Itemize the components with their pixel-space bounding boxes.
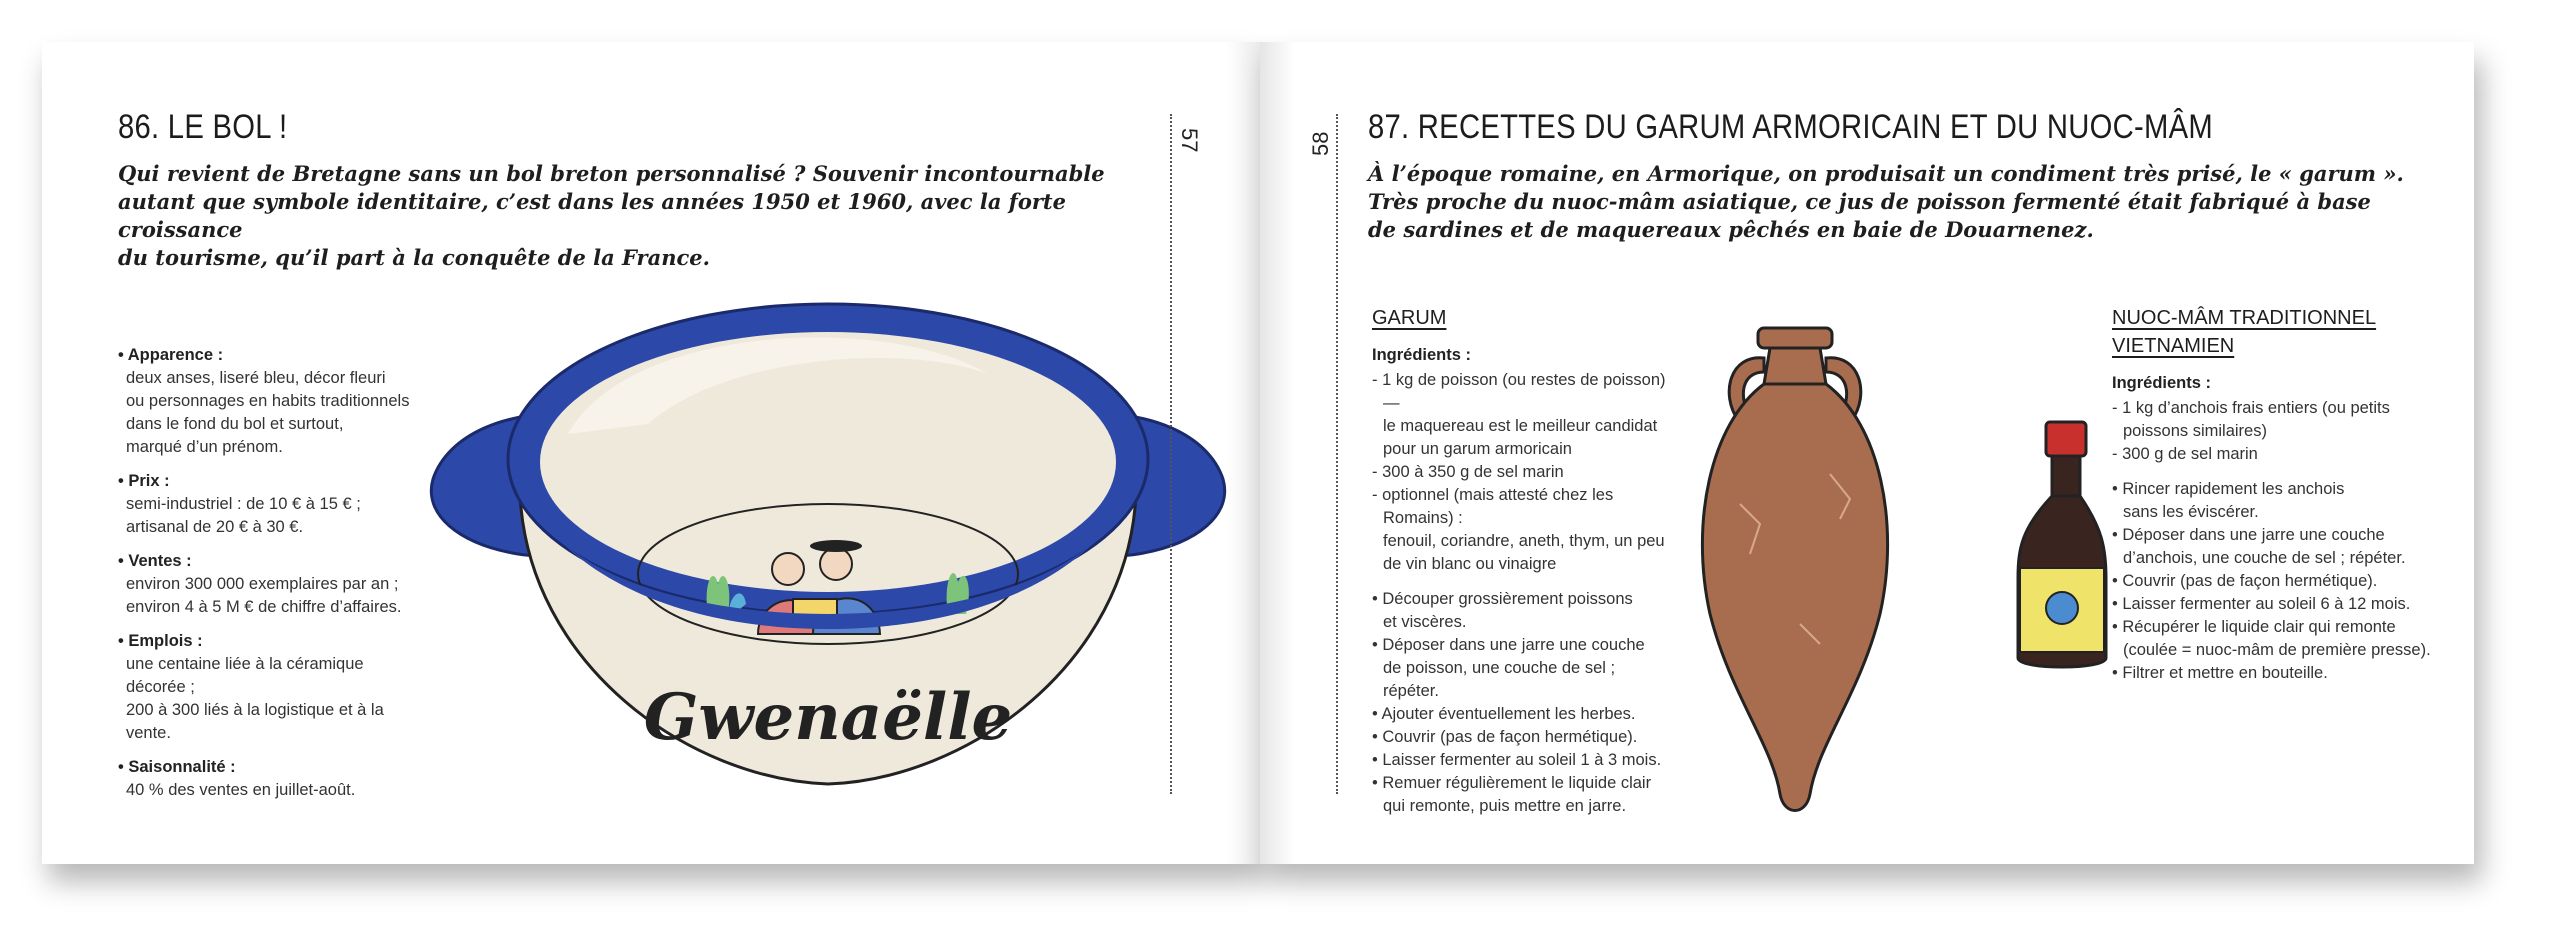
fact-item [118,344,418,459]
nuoc-mam-bottle-illustration [2012,418,2112,678]
right-page [1260,42,2474,864]
book-spread [42,42,2474,864]
garum-ingredients-title: Ingrédients : [1372,346,1472,364]
list-item: • Remuer régulièrement le liquide clair qui remonte, puis mettre en jarre. [1372,772,1672,818]
list-item: - 300 g de sel marin [2112,443,2432,466]
amphora-illustration [1680,324,1910,824]
fact-value: semi-industriel : de 10 € à 15 € ; artisanal de 20 € à 30 €. [126,495,361,536]
bowl-name-text: Gwenaëlle [643,680,1013,755]
list-item: - 1 kg de poisson (ou restes de poisson) — le maquereau est le meilleur candidat pour un garum armoricain [1372,369,1672,461]
fact-item [118,470,418,539]
nuoc-mam-ingredients-title: Ingrédients : [2112,374,2212,392]
bowl-facts-list [118,344,418,813]
list-item: - 300 à 350 g de sel marin [1372,461,1672,484]
left-page-title: 86. LE BOL ! [118,108,288,146]
right-page-number: 58 [1308,131,1333,156]
right-page-dotted-rule [1336,114,1338,794]
list-item: • Ajouter éventuellement les herbes. [1372,703,1672,726]
nuoc-mam-steps-list [2112,478,2432,685]
left-page-dotted-rule [1170,114,1172,794]
fact-label: • Apparence : [118,344,418,367]
list-item: • Déposer dans une jarre une couche de poisson, une couche de sel ; répéter. [1372,634,1672,703]
fact-value: 40 % des ventes en juillet-août. [126,781,356,799]
fact-value: environ 300 000 exemplaires par an ; environ 4 à 5 M € de chiffre d’affaires. [126,575,402,616]
list-item: • Rincer rapidement les anchois sans les éviscérer. [2112,478,2432,524]
left-page [42,42,1260,864]
list-item: • Découper grossièrement poissons et viscères. [1372,588,1672,634]
gutter-shadow-left [1226,42,1260,864]
nuoc-mam-recipe [2112,304,2432,685]
garum-recipe [1372,304,1672,818]
list-item: • Laisser fermenter au soleil 6 à 12 mois. [2112,593,2432,616]
right-page-title: 87. RECETTES DU GARUM ARMORICAIN ET DU NUOC-MÂM [1368,108,2214,146]
list-item: • Déposer dans une jarre une couche d’anchois, une couche de sel ; répéter. [2112,524,2432,570]
fact-label: • Ventes : [118,550,418,573]
list-item: • Filtrer et mettre en bouteille. [2112,662,2432,685]
gutter-shadow-right [1260,42,1294,864]
fact-label: • Prix : [118,470,418,493]
left-page-intro: Qui revient de Bretagne sans un bol breton personnalisé ? Souvenir incontournable autant que symbole identitaire, c’est dans les années 1950 et 1960, avec la forte croissance du tourisme, qu’il part à la conquête de la France. [118,161,1105,270]
fact-label: • Emplois : [118,630,418,653]
fact-item [118,630,418,745]
garum-steps-list [1372,588,1672,818]
fact-value: deux anses, liseré bleu, décor fleuri ou personnages en habits traditionnels dans le fond du bol et surtout, marqué d’un prénom. [126,369,410,456]
garum-heading: GARUM [1372,307,1447,329]
list-item: • Couvrir (pas de façon hermétique). [1372,726,1672,749]
fact-item [118,550,418,619]
nuoc-mam-ingredients-list [2112,397,2432,466]
list-item: • Récupérer le liquide clair qui remonte (coulée = nuoc-mâm de première presse). [2112,616,2432,662]
list-item: • Couvrir (pas de façon hermétique). [2112,570,2432,593]
left-page-number: 57 [1177,128,1202,153]
breton-bowl-illustration [428,284,1228,804]
fact-item [118,756,418,802]
fact-value: une centaine liée à la céramique décorée ; 200 à 300 liés à la logistique et à la vente. [126,655,384,742]
list-item: - optionnel (mais attesté chez les Romains) : fenouil, coriandre, aneth, thym, un peu de vin blanc ou vinaigre [1372,484,1672,576]
garum-ingredients-list [1372,369,1672,576]
fact-label: • Saisonnalité : [118,756,418,779]
right-page-intro: À l’époque romaine, en Armorique, on produisait un condiment très prisé, le « garum ». Très proche du nuoc-mâm asiatique, ce jus de poisson fermenté était fabriqué à base de sardines et de maquereaux pêchés en baie de Douarnenez. [1368,161,2404,242]
list-item: - 1 kg d’anchois frais entiers (ou petits poissons similaires) [2112,397,2432,443]
nuoc-mam-heading: NUOC-MÂM TRADITIONNEL VIETNAMIEN [2112,307,2377,357]
list-item: • Laisser fermenter au soleil 1 à 3 mois. [1372,749,1672,772]
